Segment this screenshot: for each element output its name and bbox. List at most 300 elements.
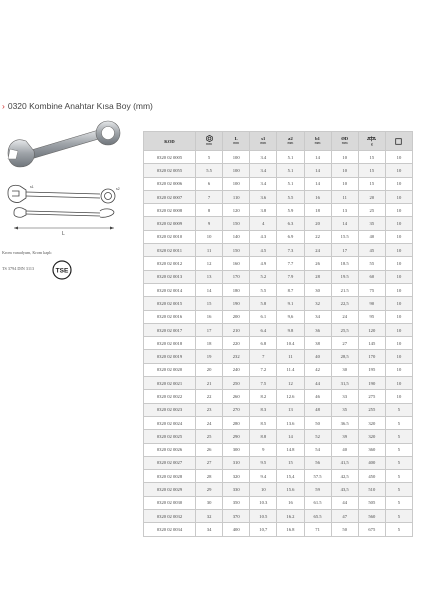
cell-pack: 10 [385, 297, 412, 310]
table-row [144, 230, 413, 243]
cell-a2: 5.5 [277, 190, 304, 203]
cell-diameter: 47 [331, 510, 358, 523]
cell-size: 30 [196, 496, 223, 509]
cell-a2: 13.6 [277, 416, 304, 429]
cell-size: 5.5 [196, 164, 223, 177]
cell-l: 320 [223, 470, 250, 483]
cell-b1: 65.5 [304, 510, 331, 523]
cell-s1: 8.5 [250, 416, 277, 429]
cell-b1: 14 [304, 177, 331, 190]
cell-diameter: 41,5 [331, 456, 358, 469]
cell-kod: 0320 02 0014 [144, 283, 196, 296]
cell-pack: 10 [385, 310, 412, 323]
cell-kod: 0320 02 0026 [144, 443, 196, 456]
cell-b1: 59 [304, 483, 331, 496]
cell-s1: 6.8 [250, 337, 277, 350]
cell-pack: 5 [385, 483, 412, 496]
cell-weight: 510 [358, 483, 385, 496]
cell-l: 170 [223, 270, 250, 283]
cell-size: 22 [196, 390, 223, 403]
cell-weight: 450 [358, 470, 385, 483]
cell-diameter: 43,5 [331, 483, 358, 496]
cell-s1: 9.5 [250, 456, 277, 469]
cell-a2: 9,6 [277, 310, 304, 323]
product-title [2, 101, 153, 111]
material-note: Krom vanadyum, Krom kaplı [2, 250, 52, 255]
product-title-text: 0320 Kombine Anahtar Kısa Boy (mm) [7, 101, 153, 111]
cell-b1: 36 [304, 323, 331, 336]
cell-s1: 4 [250, 217, 277, 230]
table-row [144, 470, 413, 483]
cell-weight: 255 [358, 403, 385, 416]
cell-weight: 400 [358, 456, 385, 469]
table-row [144, 377, 413, 390]
cell-b1: 40 [304, 350, 331, 363]
cell-l: 210 [223, 323, 250, 336]
table-row [144, 270, 413, 283]
cell-weight: 60 [358, 270, 385, 283]
col-header-diameter: ØD mm [331, 132, 358, 151]
cell-size: 17 [196, 323, 223, 336]
table-row [144, 523, 413, 536]
cell-s1: 9.4 [250, 470, 277, 483]
cell-kod: 0320 02 0030 [144, 496, 196, 509]
cell-weight: 20 [358, 190, 385, 203]
cell-kod: 0320 02 0008 [144, 204, 196, 217]
cell-pack: 10 [385, 350, 412, 363]
cell-size: 9 [196, 217, 223, 230]
cell-diameter: 11 [331, 190, 358, 203]
cell-diameter: 24 [331, 310, 358, 323]
cell-weight: 45 [358, 244, 385, 257]
cell-s1: 3.4 [250, 164, 277, 177]
col-header-l: L mm [223, 132, 250, 151]
cell-b1: 56 [304, 456, 331, 469]
cell-l: 270 [223, 403, 250, 416]
cell-s1: 10,7 [250, 523, 277, 536]
cell-a2: 7.9 [277, 270, 304, 283]
cell-pack: 10 [385, 164, 412, 177]
cell-l: 400 [223, 523, 250, 536]
cell-kod: 0320 02 0010 [144, 230, 196, 243]
cell-kod: 0320 02 0013 [144, 270, 196, 283]
cell-s1: 7.2 [250, 363, 277, 376]
cell-weight: 95 [358, 310, 385, 323]
cell-l: 150 [223, 217, 250, 230]
cell-pack: 5 [385, 456, 412, 469]
cell-diameter: 10 [331, 151, 358, 164]
cell-kod: 0320 02 0009 [144, 217, 196, 230]
cell-size: 6 [196, 177, 223, 190]
cell-kod: 0320 02 0022 [144, 390, 196, 403]
cell-s1: 4.3 [250, 230, 277, 243]
cell-weight: 25 [358, 204, 385, 217]
cell-weight: 360 [358, 443, 385, 456]
cell-b1: 42 [304, 363, 331, 376]
cell-kod: 0320 02 0027 [144, 456, 196, 469]
cell-l: 190 [223, 297, 250, 310]
cell-l: 150 [223, 244, 250, 257]
table-row [144, 416, 413, 429]
cell-kod: 0320 02 0011 [144, 244, 196, 257]
cell-l: 280 [223, 416, 250, 429]
cell-s1: 10.3 [250, 496, 277, 509]
cell-l: 120 [223, 204, 250, 217]
table-row [144, 363, 413, 376]
cell-weight: 90 [358, 297, 385, 310]
cell-weight: 120 [358, 323, 385, 336]
cell-kod: 0320 02 0025 [144, 430, 196, 443]
cell-s1: 7 [250, 350, 277, 363]
cell-size: 7 [196, 190, 223, 203]
cell-weight: 15 [358, 164, 385, 177]
cell-diameter: 44 [331, 496, 358, 509]
cell-l: 160 [223, 257, 250, 270]
cell-diameter: 40 [331, 443, 358, 456]
cell-kod: 0320 02 0012 [144, 257, 196, 270]
cell-diameter: 27 [331, 337, 358, 350]
cell-kod: 0320 02 0015 [144, 297, 196, 310]
cell-pack: 10 [385, 323, 412, 336]
cell-pack: 5 [385, 430, 412, 443]
cell-l: 260 [223, 390, 250, 403]
cell-kod: 0320 02 0055 [144, 164, 196, 177]
cell-size: 12 [196, 257, 223, 270]
cell-s1: 9 [250, 443, 277, 456]
cell-l: 100 [223, 177, 250, 190]
cell-weight: 320 [358, 416, 385, 429]
cell-b1: 71 [304, 523, 331, 536]
cell-l: 140 [223, 230, 250, 243]
cell-l: 100 [223, 164, 250, 177]
cell-size: 19 [196, 350, 223, 363]
cell-diameter: 21.5 [331, 283, 358, 296]
cell-pack: 10 [385, 337, 412, 350]
cell-s1: 3.4 [250, 177, 277, 190]
cell-size: 32 [196, 510, 223, 523]
cell-a2: 8.7 [277, 283, 304, 296]
hex-nut-icon [206, 135, 213, 142]
cell-b1: 22 [304, 230, 331, 243]
table-row [144, 204, 413, 217]
cell-pack: 10 [385, 190, 412, 203]
cell-s1: 8.3 [250, 403, 277, 416]
table-row [144, 257, 413, 270]
table-row [144, 443, 413, 456]
cell-s1: 10.5 [250, 510, 277, 523]
cell-kod: 0320 02 0032 [144, 510, 196, 523]
cell-a2: 15.6 [277, 483, 304, 496]
cell-b1: 26 [304, 257, 331, 270]
table-row [144, 190, 413, 203]
cell-size: 13 [196, 270, 223, 283]
table-row [144, 510, 413, 523]
cell-b1: 18 [304, 204, 331, 217]
wrench-diagram [4, 180, 134, 240]
cell-l: 290 [223, 430, 250, 443]
cell-a2: 7.3 [277, 244, 304, 257]
cell-s1: 3.4 [250, 151, 277, 164]
cell-a2: 12 [277, 377, 304, 390]
cell-l: 220 [223, 337, 250, 350]
cell-weight: 560 [358, 510, 385, 523]
col-header-pack [385, 132, 412, 151]
cell-b1: 52 [304, 430, 331, 443]
cell-kod: 0320 02 0007 [144, 190, 196, 203]
cell-kod: 0320 02 0034 [144, 523, 196, 536]
cell-size: 21 [196, 377, 223, 390]
cell-a2: 16.2 [277, 510, 304, 523]
cell-a2: 16.8 [277, 523, 304, 536]
cell-a2: 5.1 [277, 177, 304, 190]
cell-weight: 190 [358, 377, 385, 390]
cell-diameter: 42,5 [331, 470, 358, 483]
cell-pack: 10 [385, 390, 412, 403]
cell-b1: 16 [304, 190, 331, 203]
cell-pack: 10 [385, 177, 412, 190]
cell-weight: 675 [358, 523, 385, 536]
table-header-row [144, 132, 413, 151]
cell-weight: 15 [358, 177, 385, 190]
cell-weight: 145 [358, 337, 385, 350]
cell-a2: 7.7 [277, 257, 304, 270]
cell-pack: 5 [385, 403, 412, 416]
col-header-size: mm [196, 132, 223, 151]
cell-size: 10 [196, 230, 223, 243]
cell-b1: 24 [304, 244, 331, 257]
cell-weight: 275 [358, 390, 385, 403]
box-icon [395, 138, 402, 145]
cell-size: 28 [196, 470, 223, 483]
cell-diameter: 39 [331, 430, 358, 443]
cell-weight: 320 [358, 430, 385, 443]
cell-kod: 0320 02 0023 [144, 403, 196, 416]
cell-b1: 14 [304, 151, 331, 164]
cell-l: 330 [223, 483, 250, 496]
cell-s1: 8.2 [250, 390, 277, 403]
cell-s1: 3.8 [250, 204, 277, 217]
cell-size: 11 [196, 244, 223, 257]
cell-diameter: 15.5 [331, 230, 358, 243]
cell-diameter: 33 [331, 390, 358, 403]
table-row [144, 283, 413, 296]
cell-b1: 61.5 [304, 496, 331, 509]
table-row [144, 164, 413, 177]
cell-l: 370 [223, 510, 250, 523]
cell-s1: 5.2 [250, 270, 277, 283]
cell-a2: 14 [277, 430, 304, 443]
cell-a2: 6.9 [277, 230, 304, 243]
cell-a2: 15,4 [277, 470, 304, 483]
cell-a2: 5.1 [277, 151, 304, 164]
cell-b1: 20 [304, 217, 331, 230]
cell-a2: 12.6 [277, 390, 304, 403]
cell-s1: 3.6 [250, 190, 277, 203]
cell-s1: 4.5 [250, 244, 277, 257]
cell-b1: 28 [304, 270, 331, 283]
table-row [144, 177, 413, 190]
cell-a2: 15 [277, 456, 304, 469]
cell-pack: 10 [385, 257, 412, 270]
cell-size: 34 [196, 523, 223, 536]
cell-b1: 38 [304, 337, 331, 350]
dimension-label-s1: s1 [30, 185, 34, 189]
table-row [144, 310, 413, 323]
cell-pack: 5 [385, 470, 412, 483]
cell-kod: 0320 02 0024 [144, 416, 196, 429]
cell-diameter: 35 [331, 403, 358, 416]
cell-l: 100 [223, 151, 250, 164]
cell-l: 232 [223, 350, 250, 363]
col-header-s1: s1 mm [250, 132, 277, 151]
cell-size: 16 [196, 310, 223, 323]
cell-a2: 16 [277, 496, 304, 509]
col-header-b1: b1 mm [304, 132, 331, 151]
cell-size: 25 [196, 430, 223, 443]
cell-b1: 34 [304, 310, 331, 323]
cell-kod: 0320 02 0017 [144, 323, 196, 336]
scale-icon [367, 136, 376, 142]
cell-size: 8 [196, 204, 223, 217]
cell-s1: 7.5 [250, 377, 277, 390]
cell-size: 24 [196, 416, 223, 429]
cell-s1: 4.9 [250, 257, 277, 270]
table-row [144, 430, 413, 443]
cell-pack: 10 [385, 230, 412, 243]
cell-pack: 5 [385, 523, 412, 536]
cell-pack: 10 [385, 377, 412, 390]
cell-a2: 14.8 [277, 443, 304, 456]
col-header-weight: g [358, 132, 385, 151]
cell-weight: 75 [358, 283, 385, 296]
cell-diameter: 19.5 [331, 270, 358, 283]
cell-kod: 0320 02 0021 [144, 377, 196, 390]
cell-a2: 11 [277, 350, 304, 363]
cell-weight: 40 [358, 230, 385, 243]
cell-l: 240 [223, 363, 250, 376]
cell-kod: 0320 02 0019 [144, 350, 196, 363]
tse-logo [50, 260, 74, 280]
cell-weight: 505 [358, 496, 385, 509]
cell-l: 300 [223, 443, 250, 456]
table-row [144, 456, 413, 469]
cell-diameter: 17 [331, 244, 358, 257]
cell-kod: 0320 02 0005 [144, 151, 196, 164]
cell-diameter: 10 [331, 164, 358, 177]
cell-diameter: 28,5 [331, 350, 358, 363]
cell-pack: 5 [385, 510, 412, 523]
cell-size: 20 [196, 363, 223, 376]
cell-kod: 0320 02 0029 [144, 483, 196, 496]
cell-size: 14 [196, 283, 223, 296]
cell-size: 18 [196, 337, 223, 350]
bullet-icon: › [2, 101, 5, 111]
table-row [144, 244, 413, 257]
cell-diameter: 18.5 [331, 257, 358, 270]
cell-pack: 10 [385, 363, 412, 376]
cell-weight: 55 [358, 257, 385, 270]
dimension-label-s2: s2 [116, 187, 120, 191]
cell-size: 15 [196, 297, 223, 310]
cell-kod: 0320 02 0006 [144, 177, 196, 190]
col-header-a2: a2 mm [277, 132, 304, 151]
cell-diameter: 50 [331, 523, 358, 536]
cell-diameter: 14 [331, 217, 358, 230]
cell-size: 27 [196, 456, 223, 469]
table-row [144, 297, 413, 310]
cell-pack: 5 [385, 443, 412, 456]
cell-diameter: 31,5 [331, 377, 358, 390]
cell-size: 29 [196, 483, 223, 496]
table-row [144, 390, 413, 403]
table-row [144, 151, 413, 164]
cell-b1: 48 [304, 403, 331, 416]
cell-weight: 195 [358, 363, 385, 376]
cell-a2: 10.4 [277, 337, 304, 350]
cell-b1: 50 [304, 416, 331, 429]
cell-size: 5 [196, 151, 223, 164]
cell-diameter: 25,5 [331, 323, 358, 336]
cell-s1: 5.8 [250, 297, 277, 310]
cell-pack: 10 [385, 244, 412, 257]
cell-l: 350 [223, 496, 250, 509]
cell-b1: 32 [304, 297, 331, 310]
cell-a2: 9.1 [277, 297, 304, 310]
cell-pack: 10 [385, 283, 412, 296]
cell-pack: 10 [385, 217, 412, 230]
wrench-image [4, 115, 126, 177]
cell-b1: 54 [304, 443, 331, 456]
cell-l: 110 [223, 190, 250, 203]
cell-a2: 11.4 [277, 363, 304, 376]
cell-kod: 0320 02 0028 [144, 470, 196, 483]
table-row [144, 350, 413, 363]
cell-size: 26 [196, 443, 223, 456]
cell-a2: 5.1 [277, 164, 304, 177]
cell-a2: 6.3 [277, 217, 304, 230]
cell-s1: 5.5 [250, 283, 277, 296]
cell-kod: 0320 02 0016 [144, 310, 196, 323]
cell-a2: 9.8 [277, 323, 304, 336]
cell-b1: 30 [304, 283, 331, 296]
cell-s1: 8.8 [250, 430, 277, 443]
cell-l: 310 [223, 456, 250, 469]
table-row [144, 403, 413, 416]
cell-diameter: 10 [331, 177, 358, 190]
cell-weight: 35 [358, 217, 385, 230]
cell-b1: 14 [304, 164, 331, 177]
table-row [144, 483, 413, 496]
cell-s1: 6.1 [250, 310, 277, 323]
cell-pack: 10 [385, 204, 412, 217]
cell-pack: 10 [385, 151, 412, 164]
cell-s1: 6.4 [250, 323, 277, 336]
cell-weight: 170 [358, 350, 385, 363]
cell-pack: 5 [385, 496, 412, 509]
cell-a2: 13 [277, 403, 304, 416]
table-row [144, 496, 413, 509]
dimension-label-l: L [62, 231, 65, 237]
standard-note: TS 3794 DIN 3113 [2, 266, 35, 271]
cell-kod: 0320 02 0018 [144, 337, 196, 350]
cell-b1: 46 [304, 390, 331, 403]
cell-diameter: 22,5 [331, 297, 358, 310]
cell-weight: 15 [358, 151, 385, 164]
table-row [144, 337, 413, 350]
table-row [144, 217, 413, 230]
cell-pack: 10 [385, 270, 412, 283]
tse-logo-text: TSE [55, 267, 69, 275]
